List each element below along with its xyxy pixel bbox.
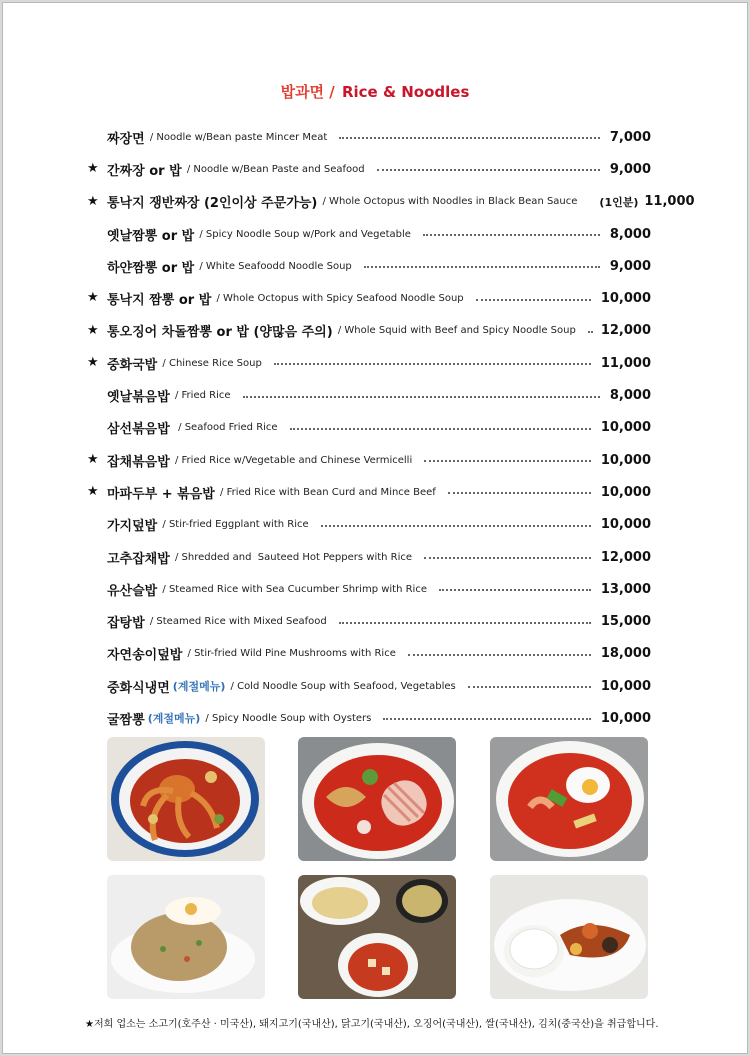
menu-item [87,509,651,541]
leader-dots [476,299,591,301]
menu-item-line [107,250,651,282]
menu-item [87,315,651,347]
price: 10,000 [600,710,651,726]
star-icon: ★ [87,322,99,338]
price: 8,000 [609,226,651,242]
dish-name-ko: 마파두부 + 볶음밥 [107,486,215,502]
menu-item [87,638,651,670]
leader-dots [377,169,600,171]
menu-item [87,541,651,573]
price: 18,000 [600,646,651,662]
dish-name-ko: 굴짬뽕 [107,712,145,728]
dish-name-en: / Shredded and Sauteed Hot Peppers with Rice [171,551,413,563]
octopus-jjajang-photo [107,737,265,861]
menu-item [87,121,651,153]
leader-dots [383,718,590,720]
menu-item-line [107,702,651,734]
menu-item-line [107,444,651,476]
menu-item [87,670,651,702]
section-title-ko: 밥과면 / [280,83,335,101]
menu-item [87,250,651,282]
price: 11,000 [644,194,695,210]
seasonal-tag: (계절메뉴) [147,712,201,726]
leader-dots [439,589,591,591]
leader-dots [468,686,591,688]
fried-rice-egg-photo [107,875,265,999]
seafood-rice-soup-photo [490,737,648,861]
dish-name-en: / Fried Rice with Bean Curd and Mince Beef [216,486,436,498]
menu-item-line [107,509,651,541]
menu-item [87,218,651,250]
dish-name-en: / Noodle w/Bean paste Mincer Meat [146,131,328,143]
dish-name-en: / Cold Noodle Soup with Seafood, Vegetables [227,680,456,692]
section-title [3,81,747,102]
leader-dots [424,460,591,462]
price: 10,000 [600,291,651,307]
dish-name-ko: 통낙지 짬뽕 or 밥 [107,293,212,309]
japchae-rice-photo [490,875,648,999]
dish-name-ko: 통낙지 쟁반짜장 (2인이상 주문가능) [107,196,318,212]
dish-name-ko: 잡탕밥 [107,616,145,632]
dish-name-en: / Whole Octopus with Spicy Seafood Noodle Soup [213,293,464,305]
menu-item-line [107,153,651,185]
price: 10,000 [600,678,651,694]
menu-item [87,573,651,605]
menu-item-line [107,573,651,605]
dish-name-ko: 하얀짬뽕 or 밥 [107,260,195,276]
menu-item-line [107,476,651,508]
mapo-tofu-fried-rice-photo [298,875,456,999]
leader-dots [290,428,591,430]
dish-name-en: / Fried Rice w/Vegetable and Chinese Vermicelli [171,454,413,466]
price: 10,000 [600,452,651,468]
dish-name-en: / Whole Octopus with Noodles in Black Bean Sauce [319,196,578,208]
dish-name-ko: 고추잡채밥 [107,551,170,567]
dish-name-en: / Stir-fried Eggplant with Rice [159,519,309,531]
menu-item [87,282,651,314]
menu-item [87,476,651,508]
dish-name-ko: 짜장면 [107,131,145,147]
menu-item [87,444,651,476]
menu-item-line [107,605,651,637]
menu-item-line [107,541,651,573]
menu-item-line [107,186,695,218]
dish-name-ko: 통오징어 차돌짬뽕 or 밥 (양많음 주의) [107,325,333,341]
dish-name-en: / Steamed Rice with Sea Cucumber Shrimp with Rice [159,583,427,595]
squid-jjamppong-photo [298,737,456,861]
menu-item [87,153,651,185]
dish-name-en: / Whole Squid with Beef and Spicy Noodle Soup [334,325,576,337]
dish-name-en: / Fried Rice [171,390,231,402]
star-icon: ★ [87,451,99,467]
price: 10,000 [600,420,651,436]
leader-dots [588,331,591,333]
section-title-en: Rice & Noodles [336,83,470,101]
dish-name-ko: 유산슬밥 [107,583,158,599]
menu-item-line [107,379,651,411]
price: 12,000 [600,549,651,565]
menu-item-line [107,670,651,702]
menu-item-line [107,218,651,250]
menu-item-line [107,638,651,670]
star-icon: ★ [87,161,99,177]
dish-name-en: / Spicy Noodle Soup with Oysters [202,712,372,724]
dish-name-ko: 간짜장 or 밥 [107,163,182,179]
dish-name-en: / White Seafoodd Noodle Soup [196,260,352,272]
menu-item-line [107,347,651,379]
origin-notice: ★저희 업소는 소고기(호주산 · 미국산), 돼지고기(국내산), 닭고기(국내산), 오징어(국내산), 쌀(국내산), 김치(중국산)을 취급합니다. [85,1019,659,1030]
menu-item-line [107,282,651,314]
leader-dots [274,363,591,365]
dish-name-en: / Seafood Fried Rice [171,422,278,434]
dish-name-en: / Stir-fried Wild Pine Mushrooms with Rice [184,648,396,660]
menu-list [87,121,695,735]
dish-name-ko: 옛날볶음밥 [107,390,170,406]
dish-name-ko: 자연송이덮밥 [107,648,183,664]
star-icon: ★ [87,355,99,371]
dish-name-ko: 중화식냉면 [107,680,170,696]
dish-name-en: / Chinese Rice Soup [159,357,262,369]
leader-dots [339,137,600,139]
menu-item [87,605,651,637]
menu-page [2,2,748,1054]
star-icon: ★ [87,484,99,500]
leader-dots [339,622,591,624]
price: 10,000 [600,517,651,533]
leader-dots [408,654,591,656]
dish-name-ko: 잡채볶음밥 [107,454,170,470]
menu-item-line [107,412,651,444]
leader-dots [243,396,600,398]
price: 13,000 [600,581,651,597]
menu-item [87,412,651,444]
dish-name-en: / Noodle w/Bean Paste and Seafood [183,163,365,175]
seasonal-tag: (계절메뉴) [172,680,226,694]
star-icon: ★ [87,193,99,209]
price: 11,000 [600,355,651,371]
dish-name-ko: 중화국밥 [107,357,158,373]
price: 10,000 [600,484,651,500]
menu-item [87,186,695,218]
menu-item-line [107,315,651,347]
leader-dots [321,525,591,527]
dish-name-ko: 삼선볶음밥 [107,422,170,438]
dish-name-ko: 가지덮밥 [107,519,158,535]
leader-dots [448,492,591,494]
leader-dots [364,266,600,268]
menu-item [87,702,651,734]
leader-dots [424,557,591,559]
price: 7,000 [609,129,651,145]
menu-item [87,347,651,379]
dish-name-ko: 옛날짬뽕 or 밥 [107,228,195,244]
star-icon: ★ [87,290,99,306]
price: 9,000 [609,161,651,177]
serving-note: (1인분) [599,195,639,209]
dish-name-en: / Steamed Rice with Mixed Seafood [146,616,327,628]
price: 12,000 [600,323,651,339]
price: 8,000 [609,388,651,404]
menu-item [87,379,651,411]
dish-name-en: / Spicy Noodle Soup w/Pork and Vegetable [196,228,411,240]
price: 15,000 [600,614,651,630]
leader-dots [423,234,600,236]
menu-item-line [107,121,651,153]
price: 9,000 [609,258,651,274]
